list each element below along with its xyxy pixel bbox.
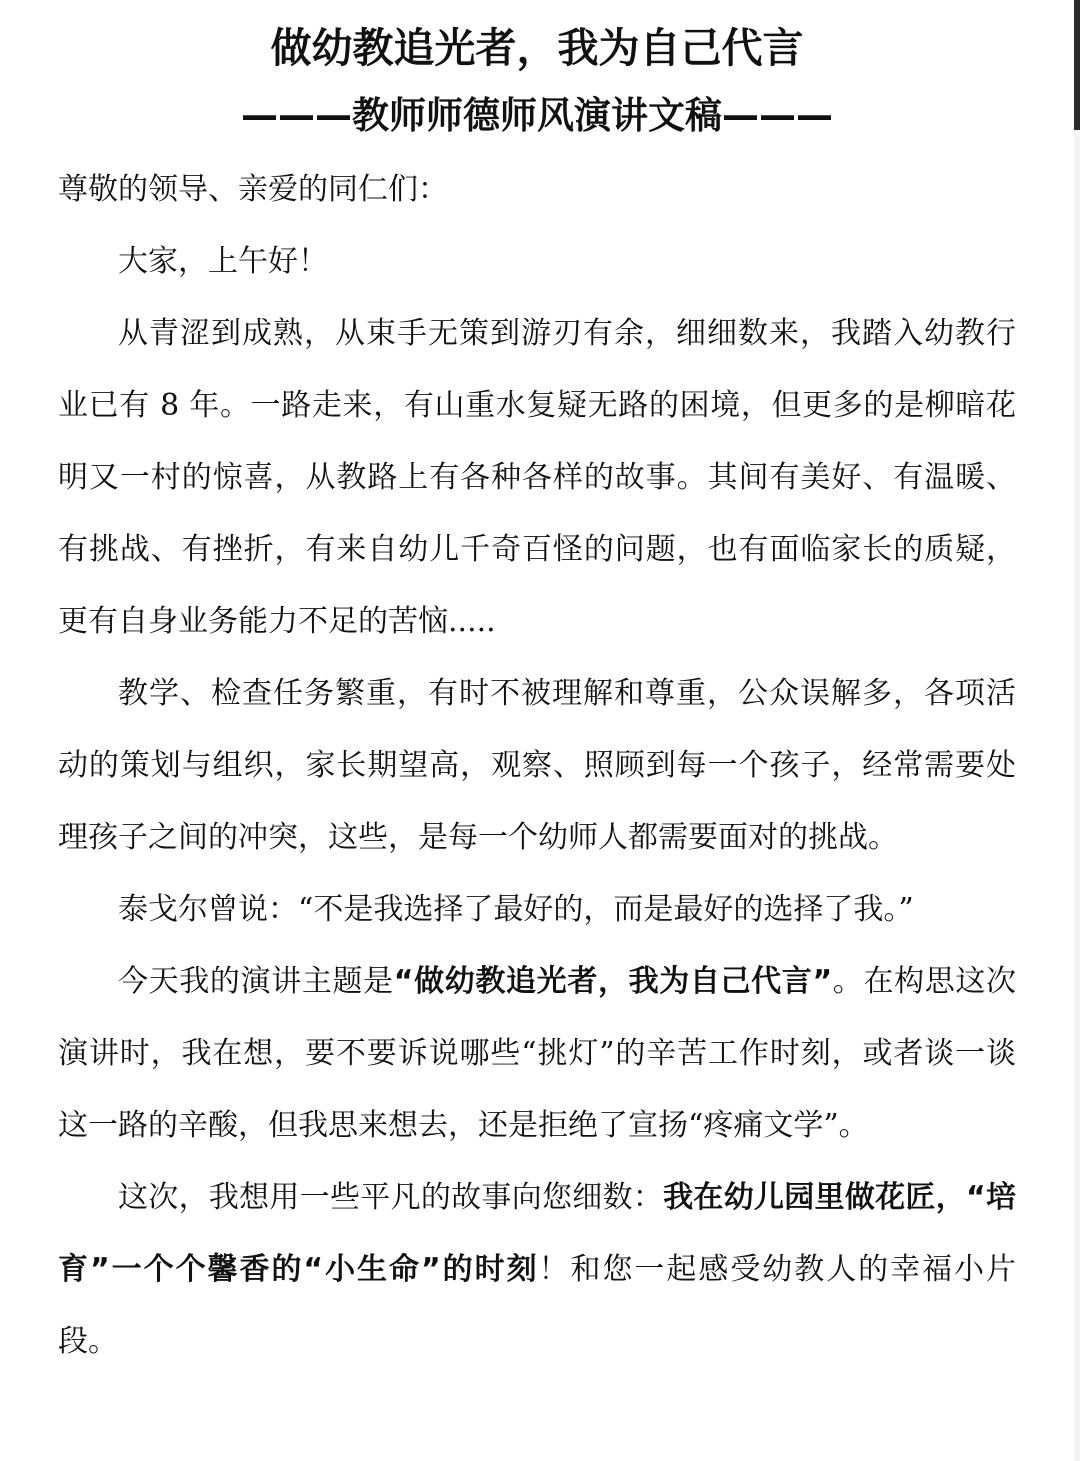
gardener-statement-bold: 我在幼儿园里做花匠，“培育”一个个馨香的“小生命”的时刻: [58, 1180, 1016, 1287]
document-subtitle: ———教师师德师风演讲文稿———: [241, 94, 833, 137]
document-title: 做幼教追光者，我为自己代言: [270, 24, 804, 72]
scrollbar-thumb[interactable]: [1074, 0, 1080, 130]
vertical-scrollbar[interactable]: [1074, 0, 1080, 1461]
speech-body: [58, 154, 1016, 1378]
paragraph-5-lead: 这次，我想用一些平凡的故事向您细数：: [118, 1180, 664, 1215]
paragraph-4: [58, 946, 1016, 1162]
paragraph-4-lead: 今天我的演讲主题是: [118, 964, 394, 999]
paragraph-2: 教学、检查任务繁重，有时不被理解和尊重，公众误解多，各项活动的策划与组织，家长期望高，观察、照顾到每一个孩子，经常需要处理孩子之间的冲突，这些，是每一个幼师人都需要面对的挑战。: [58, 676, 1016, 855]
paragraph-3: 泰戈尔曾说：“不是我选择了最好的，而是最好的选择了我。”: [118, 892, 914, 927]
paragraph-1: 从青涩到成熟，从束手无策到游刃有余，细细数来，我踏入幼教行业已有 8 年。一路走来，有山重水复疑无路的困境，但更多的是柳暗花明又一村的惊喜，从教路上有各种各样的故事。其间有美好、有温暖、有挑战、有挫折，有来自幼儿千奇百怪的问题，也有面临家长的质疑，更有自身业务能力不足的苦恼.....: [58, 316, 1016, 639]
salutation: 尊敬的领导、亲爱的同仁们：: [58, 172, 448, 207]
paragraph-5-rest: ！和您一起感受幼教人的幸福小片段。: [58, 1252, 1017, 1359]
speech-theme-bold: “做幼教追光者，我为自己代言”: [393, 964, 833, 999]
paragraph-4-rest: 。在构思这次演讲时，我在想，要不要诉说哪些“挑灯”的辛苦工作时刻，或者谈一谈这一路的辛酸，但我思来想去，还是拒绝了宣扬“疼痛文学”。: [58, 964, 1017, 1143]
greeting: 大家，上午好！: [118, 244, 328, 279]
paragraph-5: [58, 1162, 1016, 1378]
